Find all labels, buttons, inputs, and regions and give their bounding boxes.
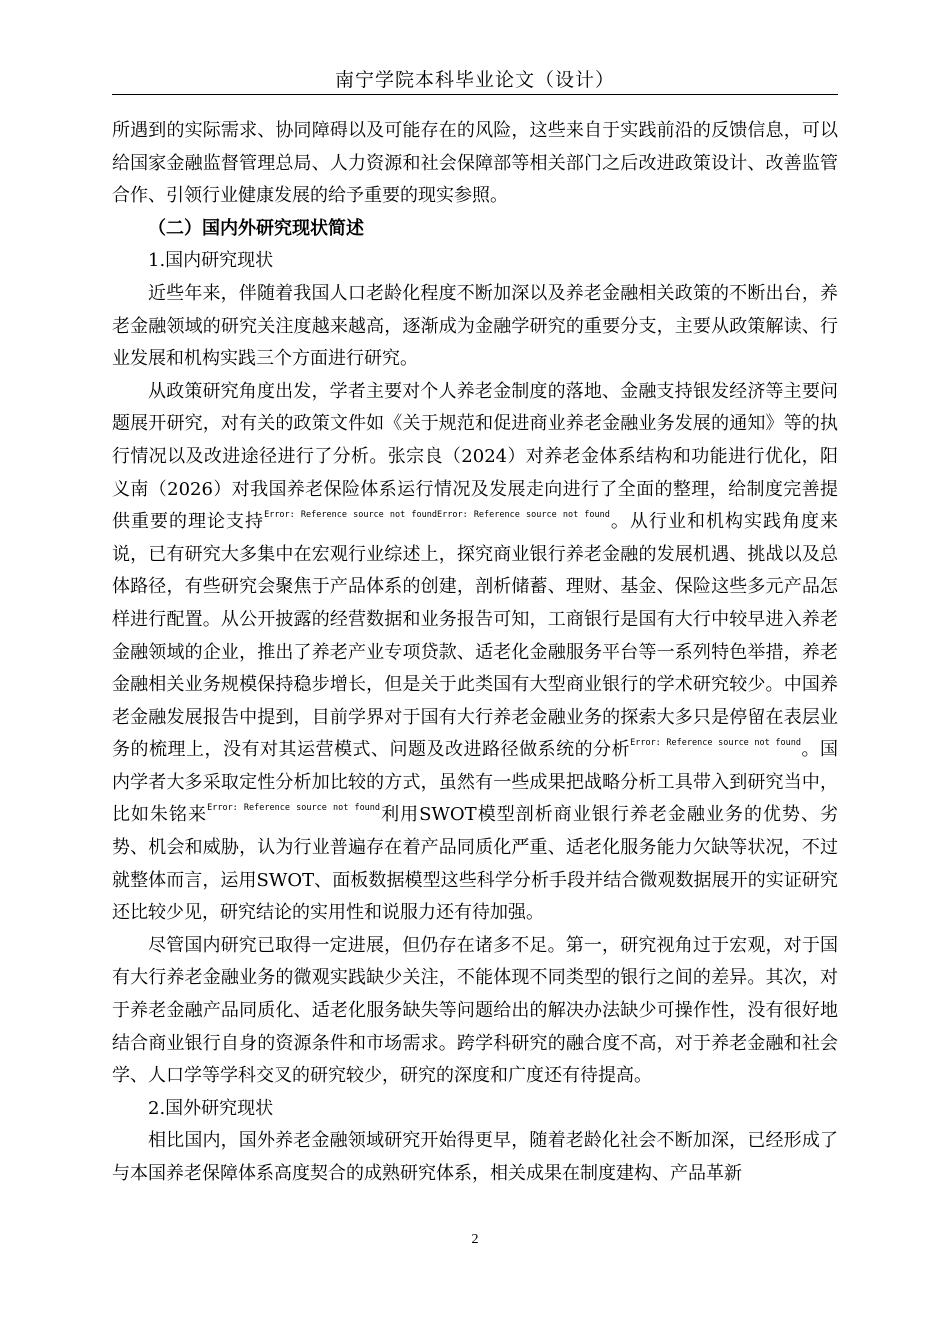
- page-header: 南宁学院本科毕业论文（设计）: [112, 66, 838, 95]
- subsection-heading-domestic: 1.国内研究现状: [148, 250, 274, 272]
- reference-error: Error: Reference source not foundError: Reference source not found: [264, 510, 610, 521]
- paragraph-3: 尽管国内研究已取得一定进展，但仍存在诸多不足。第一，研究视角过于宏观，对于国有大行养老金融业务的微观实践缺少关注，不能体现不同类型的银行之间的差异。其次，对于养老金融产品同质化、适老化服务缺失等问题给出的解决办法缺少可操作性，没有很好地结合商业银行自身的资源条件和市场需求。跨学科研究的融合度不高，对于养老金融和社会学、人口学等学科交叉的研究较少，研究的深度和广度还有待提高。: [112, 934, 838, 1087]
- paragraph-2-part-d: 利用SWOT模型剖析商业银行养老金融业务的优势、劣势、机会和威胁，认为行业普遍存在着产品同质化严重、适老化服务能力欠缺等状况，不过就整体而言，运用SWOT、面板数据模型这些科学分析手段并结合微观数据展开的实证研究还比较少见，研究结论的实用性和说服力还有待加强。: [112, 804, 839, 924]
- reference-error: Error: Reference source not found: [630, 738, 801, 749]
- paragraph-1: 近些年来，伴随着我国人口老龄化程度不断加深以及养老金融相关政策的不断出台，养老金融领域的研究关注度越来越高，逐渐成为金融学研究的重要分支，主要从政策解读、行业发展和机构实践三个方面进行研究。: [112, 282, 838, 370]
- paragraph-continued: 所遇到的实际需求、协同障碍以及可能存在的风险，这些来自于实践前沿的反馈信息，可以给国家金融监督管理总局、人力资源和社会保障部等相关部门之后改进政策设计、改善监管合作、引领行业健康发展的给予重要的现实参照。: [112, 120, 838, 207]
- paragraph-2-part-b: 。从行业和机构实践角度来说，已有研究大多集中在宏观行业综述上，探究商业银行养老金融的发展机遇、挑战以及总体路径，有些研究会聚焦于产品体系的创建，剖析储蓄、理财、基金、保险这些多元产品怎样进行配置。从公开披露的经营数据和业务报告可知，工商银行是国有大行中较早进入养老金融领域的企业，推出了养老产业专项贷款、适老化金融服务平台等一系列特色举措，养老金融相关业务规模保持稳步增长，但是关于此类国有大型商业银行的学术研究较少。中国养老金融发展报告中提到，目前学界对于国有大行养老金融业务的探索大多只是停留在表层业务的梳理上，没有对其运营模式、问题及改进路径做系统的分析: [112, 511, 839, 761]
- paragraph-2-part-a: 从政策研究角度出发，学者主要对个人养老金制度的落地、金融支持银发经济等主要问题展开研究，对有关的政策文件如《关于规范和促进商业养老金融业务发展的通知》等的执行情况以及改进途径进行了分析。张宗良（2024）对养老金体系结构和功能进行优化，阳义南（2026）对我国养老保险体系运行情况及发展走向进行了全面的整理，给制度完善提供重要的理论支持: [112, 380, 838, 533]
- section-heading: （二）国内外研究现状简述: [148, 217, 364, 239]
- page-number: 2: [471, 1232, 479, 1247]
- paragraph-2: [112, 376, 838, 930]
- reference-error: Error: Reference source not found: [207, 803, 381, 814]
- subsection-heading-foreign: 2.国外研究现状: [148, 1097, 274, 1119]
- paragraph-2-part-c: 。国内学者大多采取定性分析加比较的方式，虽然有一些成果把战略分析工具带入到研究当中，比如朱铭来: [112, 739, 838, 826]
- page-body: [112, 115, 838, 1191]
- paragraph-4: 相比国内，国外养老金融领域研究开始得更早，随着老龄化社会不断加深，已经形成了与本国养老保障体系高度契合的成熟研究体系，相关成果在制度建构、产品革新: [112, 1130, 838, 1184]
